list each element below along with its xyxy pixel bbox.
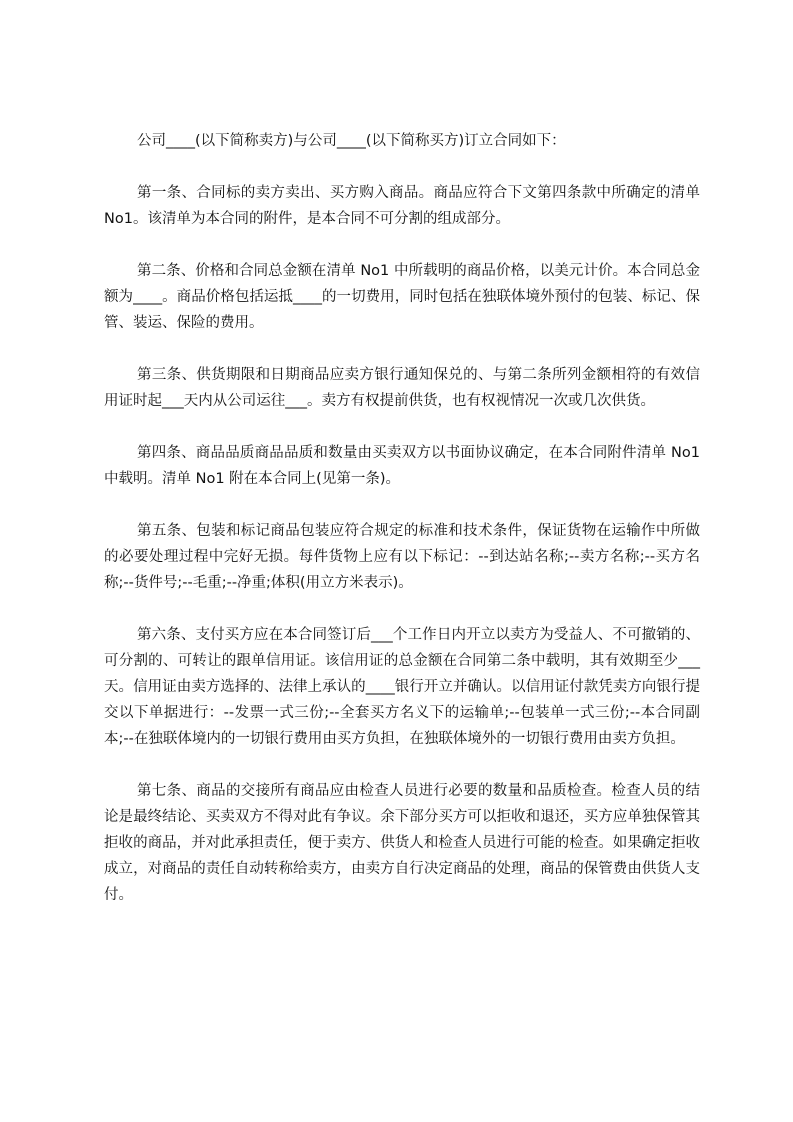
clause-1: 第一条、合同标的卖方卖出、买方购入商品。商品应符合下文第四条款中所确定的清单 No1。该清单为本合同的附件，是本合同不可分割的组成部分。: [104, 185, 700, 227]
clause-5: 第五条、包装和标记商品包装应符合规定的标准和技术条件，保证货物在运输作中所做的必要处理过程中完好无损。每件货物上应有以下标记：--到达站名称;--卖方名称;--买方名称;--货件号;--毛重;--净重;体积(用立方米表示)。: [104, 523, 700, 591]
clause-6: 第六条、支付买方应在本合同签订后___个工作日内开立以卖方为受益人、不可撤销的、可分割的、可转让的跟单信用证。该信用证的总金额在合同第二条中载明，其有效期至少___天。信用证由卖方选择的、法律上承认的____银行开立并确认。以信用证付款凭卖方向银行提交以下单据进行：--发票一式三份;--全套买方名义下的运输单;--包装单一式三份;--本合同副本;--在独联体境内的一切银行费用由买方负担，在独联体境外的一切银行费用由卖方负担。: [104, 627, 700, 747]
clause-3: 第三条、供货期限和日期商品应卖方银行通知保兑的、与第二条所列金额相符的有效信用证时起___天内从公司运往___。卖方有权提前供货，也有权视情况一次或几次供货。: [104, 367, 700, 409]
clause-4: 第四条、商品品质商品品质和数量由买卖双方以书面协议确定，在本合同附件清单 No1 中载明。清单 No1 附在本合同上(见第一条)。: [104, 445, 700, 487]
clause-2: 第二条、价格和合同总金额在清单 No1 中所载明的商品价格，以美元计价。本合同总金额为____。商品价格包括运抵____的一切费用，同时包括在独联体境外预付的包装、标记、保管、装运、保险的费用。: [104, 263, 700, 331]
contract-intro: 公司____(以下简称卖方)与公司____(以下简称买方)订立合同如下：: [137, 133, 566, 149]
clause-7: 第七条、商品的交接所有商品应由检查人员进行必要的数量和品质检查。检查人员的结论是最终结论、买卖双方不得对此有争议。余下部分买方可以拒收和退还，买方应单独保管其拒收的商品，并对此承担责任，便于卖方、供货人和检查人员进行可能的检查。如果确定拒收成立，对商品的责任自动转称给卖方，由卖方自行决定商品的处理，商品的保管费由供货人支付。: [104, 783, 700, 903]
contract-body: [104, 128, 700, 934]
